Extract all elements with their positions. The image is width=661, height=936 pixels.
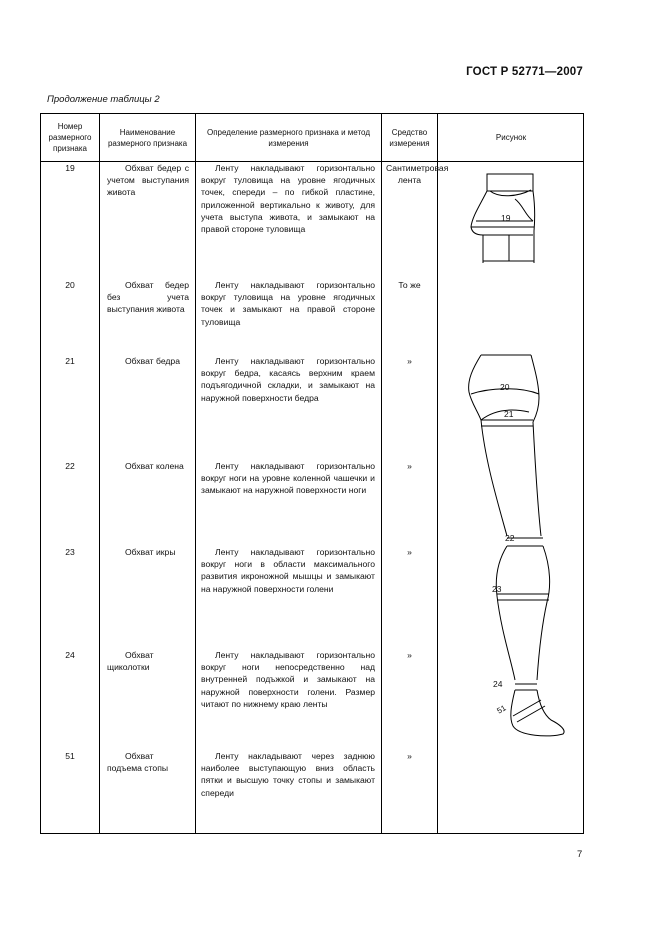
- leg-measurement-figure: [459, 350, 569, 740]
- row-23-definition: Ленту накладывают горизонтально вокруг ноги в области максимального развития икроножной мышцы и замыкают на наружной поверхности голени: [201, 547, 375, 594]
- row-20-tool: То же: [398, 280, 421, 290]
- row-23-number: 23: [65, 547, 75, 557]
- row-20-definition: Ленту накладывают горизонтально вокруг туловища на уровне ягодичных точек и замыкают на правой стороне туловища: [201, 280, 375, 327]
- figure-label-23: 23: [492, 584, 502, 594]
- figure-label-20b: 20: [500, 382, 510, 392]
- header-figure: Рисунок: [495, 133, 527, 142]
- row-22-name: Обхват колена: [125, 461, 184, 471]
- row-22-definition: Ленту накладывают горизонтально вокруг ноги на уровне коленной чашечки и замыкают на наружной поверхности ноги: [201, 461, 375, 496]
- row-51-number: 51: [65, 751, 75, 761]
- row-23-name: Обхват икры: [125, 547, 176, 557]
- figure-label-21: 21: [504, 409, 514, 419]
- row-19-definition: Ленту накладывают горизонтально вокруг туловища на уровне ягодичных точек, спереди – по гибкой пластине, приложенной вертикально к животу, для учета выступа живота, и замыкают на правой стороне туловища: [201, 163, 375, 235]
- figure-label-24: 24: [493, 679, 503, 689]
- row-24-number: 24: [65, 650, 75, 660]
- row-19-name: Обхват бедер с учетом выступания живота: [107, 163, 189, 198]
- header-definition: Определение размерного признака и метод измерения: [207, 127, 370, 148]
- hips-measurement-figure: [463, 171, 541, 263]
- row-51-tool: »: [407, 751, 412, 761]
- row-22-number: 22: [65, 461, 75, 471]
- figure-label-51: 51: [495, 703, 508, 716]
- header-name: Наименование размерного признака: [107, 127, 188, 148]
- row-21-definition: Ленту накладывают горизонтально вокруг бедра, касаясь верхним краем подъягодичной складки, и замыкают на наружной поверхности бедра: [201, 356, 375, 403]
- figure-label-22: 22: [505, 533, 515, 543]
- header-number: Номер размерного признака: [48, 122, 92, 153]
- row-22-tool: »: [407, 461, 412, 471]
- row-19-tool: Сантиметровая лента: [386, 163, 449, 186]
- row-20-number: 20: [65, 280, 75, 290]
- row-21-number: 21: [65, 356, 75, 366]
- header-tool: Средство измерения: [389, 127, 430, 148]
- row-51-name: Обхват подъема стопы: [107, 751, 169, 774]
- row-21-tool: »: [407, 356, 412, 366]
- figure-label-19: 19: [501, 213, 511, 223]
- document-code: ГОСТ Р 52771—2007: [466, 66, 583, 78]
- row-20-name: Обхват бедер без учета выступания живота: [107, 280, 189, 315]
- table-caption: Продолжение таблицы 2: [47, 94, 160, 105]
- page-number: 7: [577, 849, 583, 860]
- row-24-tool: »: [407, 650, 412, 660]
- row-24-name: Обхват щиколотки: [107, 650, 154, 673]
- measurement-table: [40, 113, 584, 834]
- row-19-number: 19: [65, 163, 75, 173]
- row-23-tool: »: [407, 547, 412, 557]
- row-24-definition: Ленту накладывают горизонтально вокруг ноги непосредственно над внутренней подъжкой и замыкают на наружной поверхности голени. Размер читают по нижнему краю ленты: [201, 650, 375, 709]
- row-21-name: Обхват бедра: [125, 356, 180, 366]
- row-51-definition: Ленту накладывают через заднюю наиболее выступающую вниз область пятки и высшую точку стопы и замыкают спереди: [201, 751, 375, 798]
